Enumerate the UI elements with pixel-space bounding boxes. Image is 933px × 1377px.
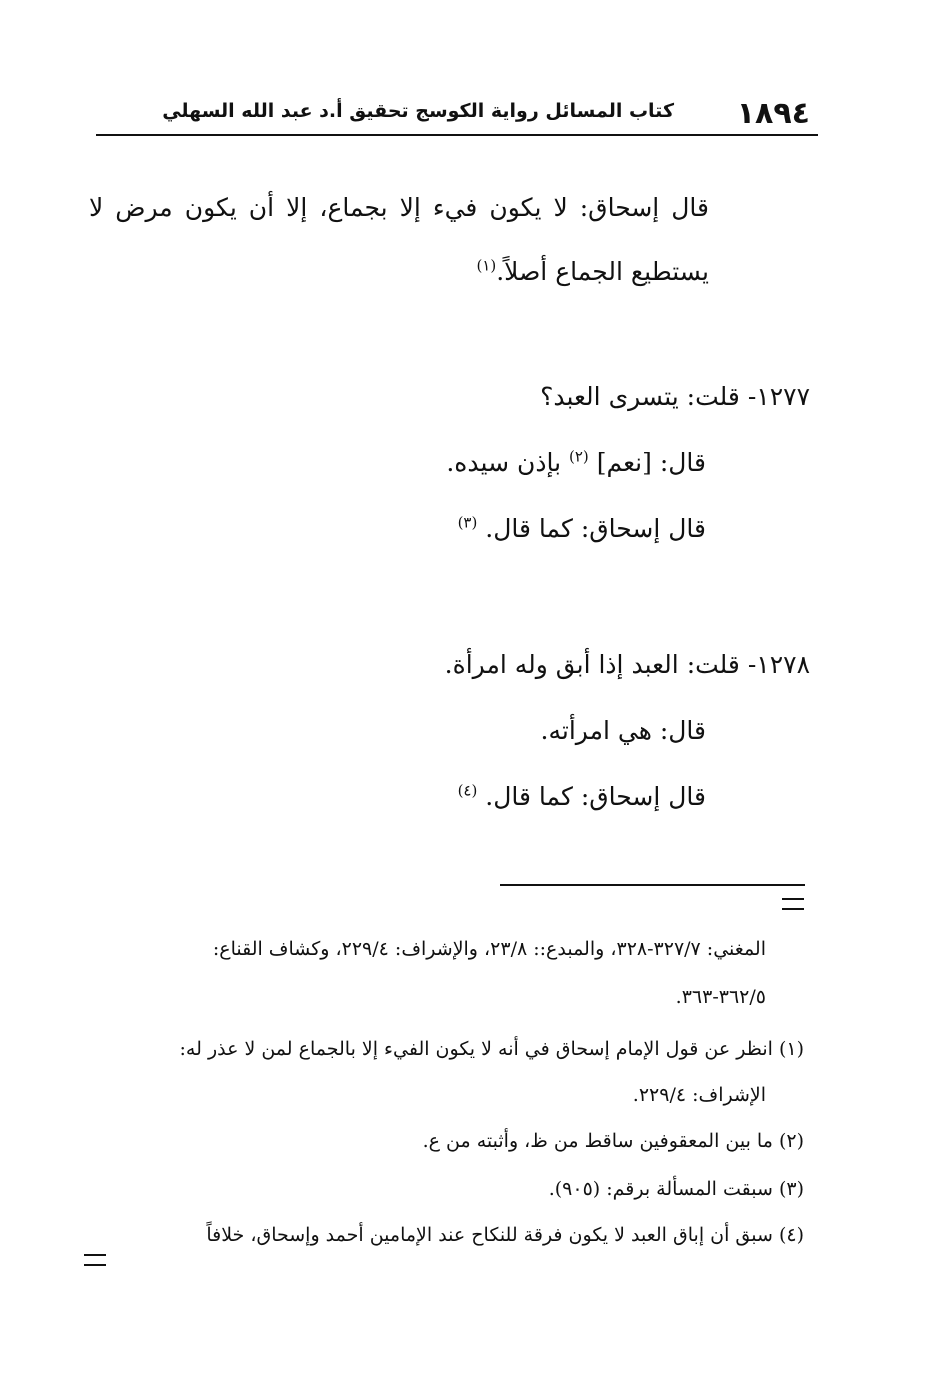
footnote-ref-4: (٤) bbox=[457, 781, 478, 800]
footnote-ref-2: (٢) bbox=[569, 447, 589, 466]
footnote-1-line1: (١) انظر عن قول الإمام إسحاق في أنه لا يكون الفيء إلا بالجماع لمن لا عذر له: bbox=[179, 1038, 804, 1060]
intro-text: قال إسحاق: لا يكون فيء إلا بجماع، إلا أن يكون مرض لا يستطيع الجماع أصلاً. bbox=[89, 193, 709, 286]
intro-paragraph bbox=[89, 176, 709, 304]
answer-1278: قال: هي امرأته. bbox=[540, 716, 706, 745]
footnote-3: (٣) سبقت المسألة برقم: (٩٠٥). bbox=[548, 1178, 804, 1200]
continuation-mark-bottom bbox=[84, 1254, 106, 1266]
ishaq-1278 bbox=[458, 782, 706, 811]
question-1278: ١٢٧٨- قلت: العبد إذا أبق وله امرأة. bbox=[444, 650, 810, 679]
running-title: كتاب المسائل رواية الكوسج تحقيق أ.د عبد الله السهلي bbox=[162, 100, 674, 122]
answer-1277-prefix: قال: [نعم] bbox=[596, 448, 706, 477]
continuation-mark-top bbox=[782, 898, 804, 910]
footnote-4: (٤) سبق أن إباق العبد لا يكون فرقة للنكاح عند الإمامين أحمد وإسحاق، خلافاً bbox=[206, 1224, 804, 1246]
answer-1277-suffix: بإذن سيده. bbox=[446, 448, 562, 477]
ishaq-1277-text: قال إسحاق: كما قال. bbox=[485, 514, 706, 543]
ishaq-1278-text: قال إسحاق: كما قال. bbox=[485, 782, 706, 811]
footnote-continuation-line1: المغني: ٣٢٧/٧-٣٢٨، والمبدع:: ٢٣/٨، والإشراف: ٢٢٩/٤، وكشاف القناع: bbox=[212, 938, 766, 960]
footnote-ref-3: (٣) bbox=[457, 513, 478, 532]
page-number: ١٨٩٤ bbox=[736, 96, 810, 131]
header-rule bbox=[96, 134, 818, 136]
page-header bbox=[96, 96, 814, 132]
footnote-continuation-line2: ٣٦٢/٥-٣٦٣. bbox=[675, 986, 766, 1008]
answer-1277 bbox=[446, 448, 706, 477]
footnote-ref-1: (١) bbox=[476, 256, 497, 275]
footnote-rule bbox=[500, 884, 805, 886]
footnote-2: (٢) ما بين المعقوفين ساقط من ظ، وأثبته من ع. bbox=[422, 1130, 804, 1152]
footnote-1-line2: الإشراف: ٢٢٩/٤. bbox=[632, 1084, 766, 1106]
ishaq-1277 bbox=[458, 514, 706, 543]
question-1277: ١٢٧٧- قلت: يتسرى العبد؟ bbox=[540, 382, 810, 411]
